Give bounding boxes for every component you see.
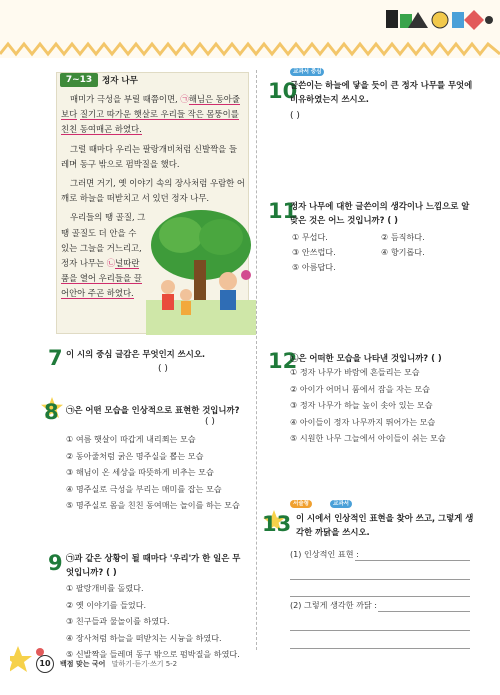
question-9-text-line1: ㉠과 같은 상황이 될 때마다 '우리'가 한 일은 무 — [66, 553, 241, 563]
question-13-reason-line[interactable] — [378, 611, 470, 612]
question-13-expression-line[interactable] — [290, 579, 470, 580]
question-11-option[interactable]: ⑤ 아름답다. — [292, 262, 336, 272]
question-8-option[interactable]: ① 여름 햇살이 따갑게 내리쬐는 모습 — [66, 434, 196, 444]
question-10-answer-field[interactable]: ( ) — [290, 111, 300, 121]
question-8-option[interactable]: ④ 명주실로 극성을 부리는 매미를 잡는 모습 — [66, 483, 222, 494]
question-9-option[interactable]: ③ 친구들과 물놀이를 하였다. — [66, 616, 170, 626]
question-12-option[interactable]: ④ 아이들이 정자 나무까지 뛰어가는 모습 — [290, 416, 436, 427]
question-9-number: 9 — [48, 551, 63, 575]
question-10-text-line2: 비유하였는지 쓰시오. — [290, 94, 369, 104]
question-9-option[interactable]: ④ 장사처럼 하늘을 떠받치는 시늉을 하였다. — [66, 632, 222, 643]
tree-and-children-illustration — [146, 205, 256, 335]
passage-range-tab: 7~13 — [60, 73, 98, 87]
question-10-text-line1: 글쓴이는 하늘에 닿을 듯이 큰 정자 나무를 무엇에 — [290, 80, 473, 90]
question-12-option[interactable]: ② 아이가 어머니 품에서 잠을 자는 모습 — [290, 383, 430, 394]
question-8-text: ㉠은 어떤 모습을 인상적으로 표현한 것입니까? — [66, 405, 240, 415]
question-13-text-line2: 각한 까닭을 쓰시오. — [296, 527, 370, 537]
textbook-tag: 교과서 — [330, 500, 352, 508]
question-12-option[interactable]: ③ 정자 나무가 하늘 높이 솟아 있는 모습 — [290, 400, 433, 410]
question-13-expression-line[interactable] — [290, 596, 470, 597]
footer-title: 백점 맞는 국어 말하기·듣기·쓰기 5-2 — [60, 660, 178, 668]
question-13-text-line1: 이 시에서 인상적인 표현을 찾아 쓰고, 그렇게 생 — [296, 513, 474, 523]
question-8-answer-field[interactable]: ( ) — [205, 417, 215, 427]
question-11-option[interactable]: ④ 향기롭다. — [381, 247, 425, 257]
question-12-text: ㉡은 어떠한 모습을 나타낸 것입니까? ( ) — [290, 353, 442, 363]
question-9-option[interactable]: ⑤ 신발짝을 들레며 동구 밖으로 펌박질을 하였다. — [66, 649, 240, 659]
question-7-text: 이 시의 중심 글감은 무엇인지 쓰시오. — [66, 349, 206, 359]
question-9-option[interactable]: ② 옛 이야기를 들었다. — [66, 599, 147, 610]
question-11-option[interactable]: ② 듬직하다. — [381, 232, 425, 242]
question-8-number: 8 — [44, 400, 59, 424]
question-13-label-expression: (1) 인상적인 표현 : — [290, 549, 359, 559]
question-13-expression-line[interactable] — [355, 560, 470, 561]
question-11-text-line1: 정자 나무에 대한 글쓴이의 생각이나 느낌으로 알 — [290, 201, 470, 211]
passage-title: 정자 나무 — [102, 76, 138, 86]
descriptive-tag: 서술형 — [290, 500, 312, 508]
question-10-number: 10 — [268, 79, 298, 103]
question-12-option[interactable]: ⑤ 시원한 나무 그늘에서 아이들이 쉬는 모습 — [290, 433, 446, 443]
question-9-options — [66, 582, 240, 665]
header-mascot-icons — [384, 4, 494, 40]
question-11-option[interactable]: ③ 안쓰럽다. — [292, 247, 336, 257]
zigzag-decoration — [0, 40, 500, 60]
question-7-number: 7 — [48, 346, 63, 370]
question-8-option[interactable]: ⑤ 명주실로 몸을 친친 동여매는 놀이를 하는 모습 — [66, 500, 240, 510]
passage-paragraph-1: 매미가 극성을 부릴 때쯤이면, ㉠해님은 동아줄보다 질기고 따가운 햇살로 우리들 작은 몸뚱이를 친친 동여매곤 하였다. — [61, 94, 240, 135]
marker-b: ㉡ — [106, 258, 116, 269]
page-number: 10 — [36, 655, 54, 673]
question-13-reason-line[interactable] — [290, 630, 470, 631]
question-13-label-reason: (2) 그렇게 생각한 까닭 : — [290, 600, 378, 610]
question-13-reason-line[interactable] — [290, 648, 470, 649]
question-9-text-line2: 엇입니까? ( ) — [66, 567, 117, 577]
question-11-option[interactable]: ① 무섭다. — [292, 232, 328, 242]
question-12-option[interactable]: ① 정자 나무가 바람에 흔들리는 모습 — [290, 367, 420, 377]
passage-paragraph-2: 그럴 때마다 우리는 팔랑개비처럼 신발짝을 들레며 동구 밖으로 펌박질을 했다. — [61, 143, 238, 169]
question-8-options — [66, 433, 240, 516]
question-8-option[interactable]: ② 동아줄처럼 굵은 명주실을 뽑는 모습 — [66, 450, 204, 461]
textbook-tag: 교과서 중심 — [290, 68, 324, 76]
question-7-answer-field[interactable]: ( ) — [158, 364, 168, 374]
question-12-options — [290, 366, 446, 449]
question-9-option[interactable]: ① 팔랑개비를 돌렸다. — [66, 583, 144, 593]
question-11-text-line2: 맞은 것은 어느 것입니까? ( ) — [290, 215, 398, 225]
passage-paragraph-4: 우리들의 땡 골질, 그 땡 골질도 더 안을 수 있는 그늘을 거느리고, 정자 나무는 ㉡널따란 품을 열어 우리들을 끌어안아 주곤 하였다. — [61, 212, 146, 299]
question-12-number: 12 — [268, 349, 298, 373]
column-divider — [256, 70, 257, 650]
question-13-number: 13 — [262, 512, 292, 536]
passage-paragraph-3: 그러면 거기, 옛 이야기 속의 장사처럼 우람한 어깨로 하늘을 떠받치고 서 있던 정자 나무. — [61, 178, 246, 204]
marker-a: ㉠ — [180, 94, 189, 104]
question-11-number: 11 — [268, 199, 298, 223]
question-8-option[interactable]: ③ 해님이 온 세상을 따뜻하게 비추는 모습 — [66, 467, 214, 477]
